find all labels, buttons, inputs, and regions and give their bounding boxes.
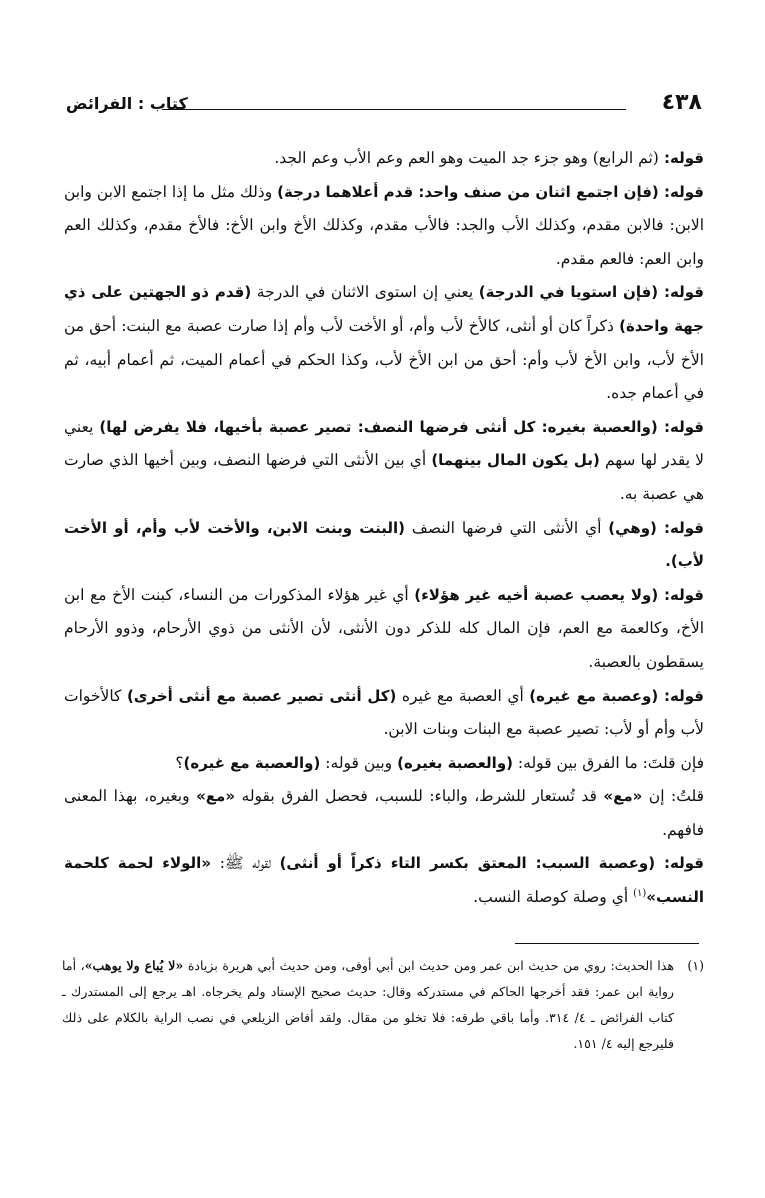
text-segment: يعني لا يقدر لها سهم <box>64 417 704 470</box>
bold-text-segment: «الولاء لحمة كلحمة النسب» <box>64 854 704 907</box>
running-title: كتاب : الفرائض <box>66 94 188 113</box>
header-rule <box>162 109 626 110</box>
text-segment: لقوله ﷺ: <box>211 854 280 873</box>
paragraph <box>64 579 704 680</box>
bold-text-segment: (والعصبة بغيره) <box>397 753 513 772</box>
bold-text-segment: قوله: <box>658 182 704 201</box>
paragraph <box>64 276 704 410</box>
footnote-quote: «لا يُباع ولا يوهب» <box>84 958 184 973</box>
bold-text-segment: «مع» <box>196 787 236 806</box>
paragraph <box>64 411 704 512</box>
text-segment: أي بين الأنثى التي فرضها النصف، وبين أخيها الذي صارت هي عصبة به. <box>64 451 704 503</box>
bold-text-segment: قوله: <box>657 417 704 436</box>
bold-text-segment: (ولا يعصب عصبة أخيه غير هؤلاء) <box>414 585 659 604</box>
paragraph <box>64 847 704 914</box>
paragraph <box>64 142 704 176</box>
paragraph <box>64 780 704 847</box>
bold-text-segment: قوله: <box>658 686 704 705</box>
text-segment: (ثم الرابع) وهو جزء جد الميت وهو العم وعم الأب وعم الجد. <box>274 149 659 167</box>
text-segment: أي العصبة مع غيره <box>396 686 530 705</box>
footnote-number: (١) <box>687 958 704 973</box>
footnote <box>62 953 704 1057</box>
paragraph <box>64 176 704 277</box>
text-segment: قلتُ: إن <box>642 787 704 806</box>
text-segment: ذكراً كان أو أنثى، كالأخ لأب وأم، أو الأخت لأب وأم إذا صارت عصبة مع البنت: أحق من الأخ لأب، وابن الأخ لأب وأم: أحق من ابن الأخ لأب، وكذا الحكم في أعمام الميت، ثم أعمام أبيه، ثم في أعمام جده. <box>64 316 704 403</box>
footnote-separator <box>515 943 699 944</box>
text-segment: وذلك مثل ما إذا اجتمع الابن وابن الابن: فالابن مقدم، وكذلك الأب والجد: فالأب مقدم، وكذلك الأخ وابن الأخ: فالأخ مقدم، وكذلك العم وابن العم: فالعم مقدم. <box>64 182 704 268</box>
bold-text-segment: (فإن اجتمع اثنان من صنف واحد: قدم أعلاهما درجة) <box>277 182 659 201</box>
text-segment: فإن قلتَ: ما الفرق بين قوله: <box>513 753 704 772</box>
page-number: ٤٣٨ <box>661 90 702 115</box>
bold-text-segment: (وهي) <box>608 518 657 537</box>
bold-text-segment: (والعصبة بغيره: كل أنثى فرضها النصف: تصير عصبة بأخيها، فلا يفرض لها) <box>99 417 658 436</box>
bold-text-segment: قوله: <box>658 283 704 302</box>
page-header <box>66 88 702 118</box>
text-segment: أي الأنثى التي فرضها النصف <box>404 518 609 537</box>
bold-text-segment: (بل يكون المال بينهما) <box>431 451 600 470</box>
main-text <box>64 142 704 915</box>
bold-text-segment: قوله: <box>658 149 704 167</box>
footnote-text <box>62 953 674 1057</box>
bold-text-segment: (وعصبة مع غيره) <box>529 686 659 705</box>
bold-text-segment: «مع» <box>603 787 643 806</box>
bold-text-segment: (والعصبة مع غيره) <box>183 753 321 772</box>
text-segment: وبغيره، بهذا المعنى فافهم. <box>64 787 704 839</box>
bold-text-segment: قوله: <box>655 854 704 873</box>
paragraph <box>64 680 704 747</box>
text-segment: قد تُستعار للشرط، والباء: للسبب، فحصل الفرق بقوله <box>235 787 604 806</box>
footnote-reference: (١) <box>633 887 647 899</box>
text-segment: وبين قوله: <box>320 753 398 772</box>
bold-text-segment: (قدم ذو الجهتين على ذي جهة واحدة) <box>64 283 704 335</box>
bold-text-segment: (كل أنثى تصير عصبة مع أنثى أخرى) <box>126 686 397 705</box>
text-segment: يعني إن استوى الاثنان في الدرجة <box>251 283 479 302</box>
text-segment: أي وصلة كوصلة النسب. <box>473 888 634 907</box>
footnote-text-segment: هذا الحديث: روي من حديث ابن عمر ومن حديث ابن أبي أوفى، ومن حديث أبي هريرة بزيادة <box>183 958 674 973</box>
text-segment: أي غير هؤلاء المذكورات من النساء، كبنت الأخ مع ابن الأخ، وكالعمة مع العم، فإن المال كله للذكر دون الأنثى، لأن الأنثى من ذوي الأرحام، وذوو الأرحام يسقطون بالعصبة. <box>64 585 704 671</box>
footnotes <box>62 953 704 1057</box>
bold-text-segment: (وعصبة السبب: المعتق بكسر التاء ذكراً أو أنثى) <box>279 854 656 873</box>
bold-text-segment: قوله: <box>658 585 704 604</box>
paragraph <box>64 747 704 781</box>
bold-text-segment: قوله: <box>656 518 704 537</box>
footnote-text-segment: ، أما رواية ابن عمر: فقد أخرجها الحاكم في مستدركه وقال: حديث صحيح الإسناد ولم يخرجاه. اهـ يرجع إلى المستدرك ـ كتاب الفرائض ـ ٤/ ٣١٤. وأما باقي طرقه: فلا تخلو من مقال. ولقد أفاض الزيلعي في نصب الراية بالكلام على ذلك فليرجع إليه ٤/ ١٥١. <box>62 958 674 1051</box>
bold-text-segment: (البنت وبنت الابن، والأخت لأب وأم، أو الأخت لأب). <box>64 518 704 571</box>
text-segment: كالأخوات لأب وأم أو لأب: تصير عصبة مع البنات وبنات الابن. <box>64 686 704 739</box>
text-segment: ؟ <box>175 753 184 772</box>
bold-text-segment: (فإن استويا في الدرجة) <box>478 283 659 302</box>
paragraph <box>64 512 704 579</box>
